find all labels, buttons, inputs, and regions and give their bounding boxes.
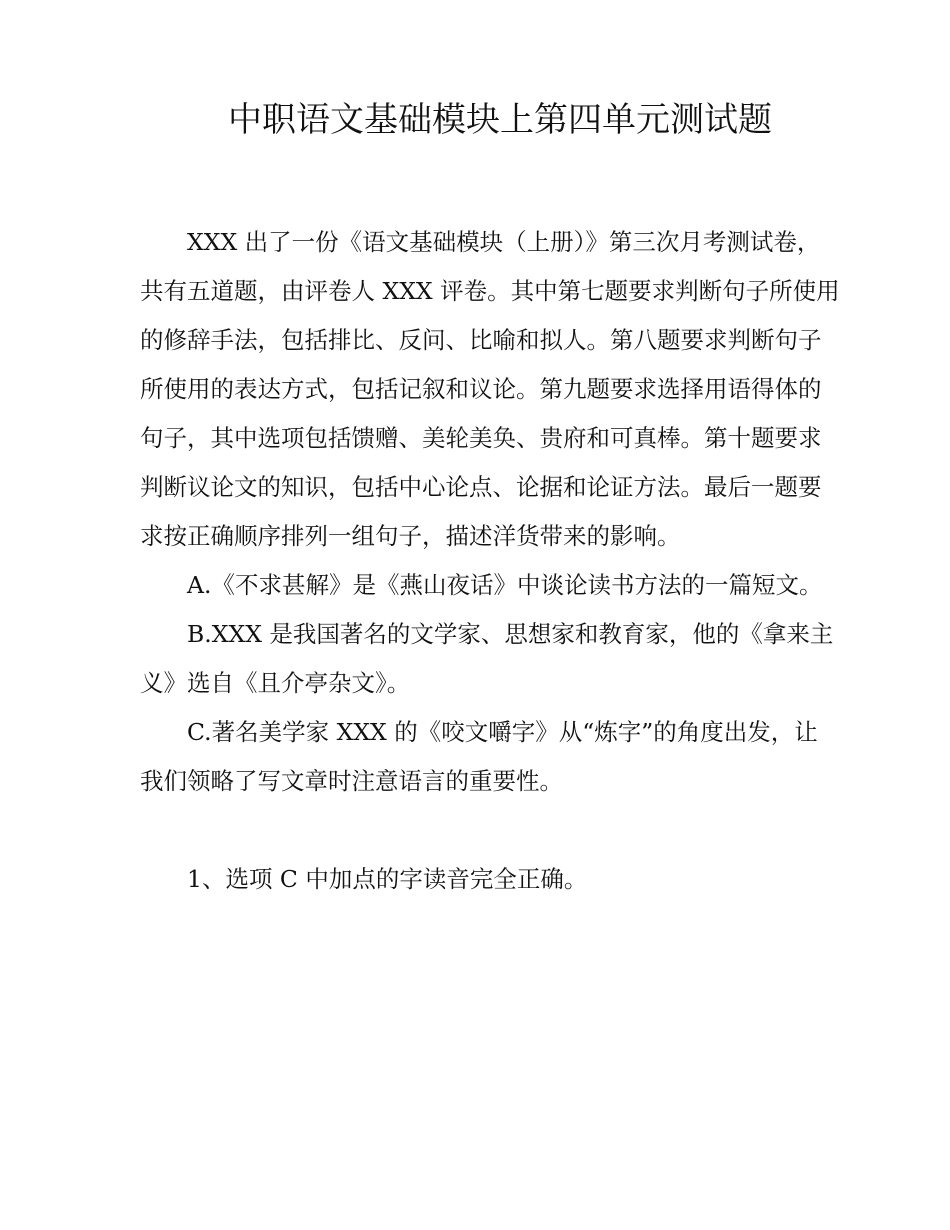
option-b-paragraph: B.XXX 是我国著名的文学家、思想家和教育家，他的《拿来主义》选自《且介亭杂文》。 [140,620,834,697]
option-a-paragraph: A.《不求甚解》是《燕山夜话》中谈论读书方法的一篇短文。 [187,571,823,599]
intro-paragraph: XXX 出了一份《语文基础模块（上册）》第三次月考测试卷，共有五道题，由评卷人 XXX 评卷。其中第七题要求判断句子所使用的修辞手法，包括排比、反问、比喻和拟人。第八题要求判断句子所使用的表达方式，包括记叙和议论。第九题要求选择用语得体的句子，其中选项包括馈赠、美轮美奂、贵府和可真棒。第十题要求判断议论文的知识，包括中心论点、论据和论证方法。最后一题要求按正确顺序排列一组句子，描述洋货带来的影响。 [140,228,840,550]
document-title: 中职语文基础模块上第四单元测试题 [228,100,772,140]
option-c-paragraph: C.著名美学家 XXX 的《咬文嚼字》从“炼字”的角度出发，让我们领略了写文章时注意语言的重要性。 [140,718,818,795]
section-spacer [140,806,840,855]
question-1: 1、选项 C 中加点的字读音完全正确。 [187,865,588,893]
document-body [140,218,840,904]
